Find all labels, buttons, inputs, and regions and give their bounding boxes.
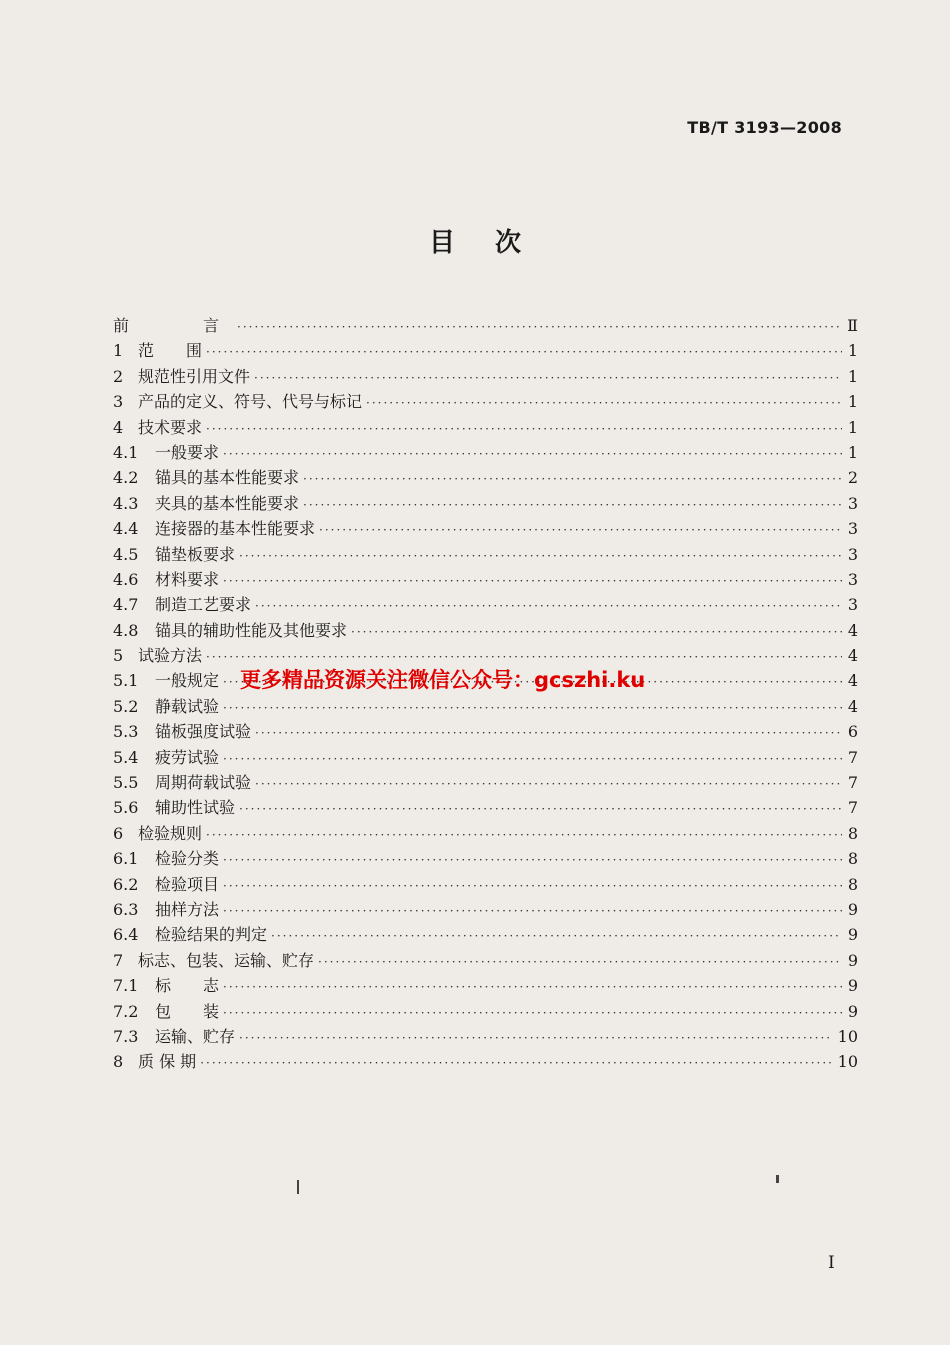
toc-entry xyxy=(113,770,858,795)
toc-entry xyxy=(113,694,858,719)
toc-entry-number: 4.4 xyxy=(113,519,139,539)
toc-entry-number: 6.3 xyxy=(113,899,139,919)
toc-entry-number: 7.1 xyxy=(113,976,139,996)
toc-entry xyxy=(113,719,858,744)
toc-entry xyxy=(113,338,858,363)
toc-leader-dots xyxy=(319,523,842,537)
toc-entry-number: 4.6 xyxy=(113,569,139,589)
toc-entry-number: 4.1 xyxy=(113,442,139,462)
toc-leader-dots xyxy=(237,320,841,334)
toc-leader-dots xyxy=(206,422,842,436)
toc-entry-number: 5.1 xyxy=(113,671,139,691)
toc-entry-page: 4 xyxy=(847,671,858,691)
toc-entry-number: 4.5 xyxy=(113,544,139,564)
toc-entry-number: 5 xyxy=(113,646,124,666)
toc-entry xyxy=(113,1024,858,1049)
toc-entry-number: 8 xyxy=(113,1052,124,1072)
toc-entry-page: 2 xyxy=(847,468,858,488)
toc-entry xyxy=(113,795,858,820)
toc-entry-title: 标 志 xyxy=(155,976,220,996)
toc-entry-title: 试验方法 xyxy=(138,646,203,666)
toc-leader-dots xyxy=(223,701,842,715)
toc-entry-title: 材料要求 xyxy=(155,569,220,589)
toc-entry xyxy=(113,491,858,516)
toc-entry-number: 7.3 xyxy=(113,1026,139,1046)
toc-entry-page: 4 xyxy=(847,646,858,666)
toc-entry-number: 1 xyxy=(113,341,124,361)
toc-entry-number: 7.2 xyxy=(113,1001,139,1021)
toc-entry-number: 4.7 xyxy=(113,595,139,615)
toc-leader-dots xyxy=(271,929,842,943)
toc-leader-dots xyxy=(223,904,842,918)
toc-leader-dots xyxy=(200,1056,831,1070)
toc-leader-dots xyxy=(223,1006,842,1020)
toc-entry-title: 抽样方法 xyxy=(155,899,220,919)
toc-entry-title: 质 保 期 xyxy=(138,1052,197,1072)
toc-leader-dots xyxy=(254,371,842,385)
toc-leader-dots xyxy=(366,396,842,410)
toc-entry-page: 8 xyxy=(847,874,858,894)
toc-leader-dots xyxy=(303,498,842,512)
toc-entry-title: 疲劳试验 xyxy=(155,747,220,767)
toc-entry-title: 规范性引用文件 xyxy=(138,366,251,386)
toc-entry xyxy=(113,440,858,465)
toc-entry-number: 5.2 xyxy=(113,696,139,716)
toc-entry-page: 1 xyxy=(847,366,858,386)
toc-entry xyxy=(113,389,858,414)
toc-entry xyxy=(113,592,858,617)
toc-entry-title: 锚具的基本性能要求 xyxy=(155,468,300,488)
toc-entry-title: 检验项目 xyxy=(155,874,220,894)
toc-entry-title: 辅助性试验 xyxy=(155,798,236,818)
toc-leader-dots xyxy=(223,879,842,893)
toc-entry-number: 4 xyxy=(113,417,124,437)
toc-entry-page: 3 xyxy=(847,493,858,513)
toc-entry xyxy=(113,897,858,922)
toc-leader-dots xyxy=(223,574,842,588)
page-number: Ⅰ xyxy=(828,1253,835,1273)
toc-entry-page: 8 xyxy=(847,823,858,843)
toc-entry-page: 9 xyxy=(847,899,858,919)
toc-entry-number: 6.2 xyxy=(113,874,139,894)
toc-entry-page: Ⅱ xyxy=(847,316,858,335)
toc-entry-number: 5.4 xyxy=(113,747,139,767)
ink-mark xyxy=(776,1175,779,1183)
toc-entry xyxy=(113,1049,858,1074)
toc-entry-number: 5.5 xyxy=(113,773,139,793)
toc-entry-page: 10 xyxy=(837,1026,858,1046)
toc-entry-number: 4.8 xyxy=(113,620,139,640)
toc-entry-title: 锚具的辅助性能及其他要求 xyxy=(155,620,348,640)
toc-entry xyxy=(113,465,858,490)
toc-leader-dots xyxy=(206,345,842,359)
toc-entry xyxy=(113,364,858,389)
toc-entry-title: 制造工艺要求 xyxy=(155,595,252,615)
toc-leader-dots xyxy=(239,549,842,563)
toc-entry-title: 锚垫板要求 xyxy=(155,544,236,564)
toc-entry-page: 1 xyxy=(847,392,858,412)
toc-leader-dots xyxy=(303,472,842,486)
watermark-text: 更多精品资源关注微信公众号：gcszhi.ku xyxy=(240,668,646,692)
toc-leader-dots xyxy=(239,1031,832,1045)
toc-leader-dots xyxy=(206,828,842,842)
toc-leader-dots xyxy=(255,777,842,791)
toc-entry-page: 8 xyxy=(847,849,858,869)
toc-entry xyxy=(113,567,858,592)
toc-entry-page: 1 xyxy=(847,417,858,437)
toc-entry xyxy=(113,313,858,338)
toc-entry xyxy=(113,415,858,440)
toc-entry-page: 3 xyxy=(847,519,858,539)
toc-entry xyxy=(113,999,858,1024)
standard-code: TB/T 3193—2008 xyxy=(687,118,842,137)
toc-entry xyxy=(113,618,858,643)
toc-entry xyxy=(113,973,858,998)
toc-entry-title: 包 装 xyxy=(155,1001,220,1021)
toc-entry-title: 检验结果的判定 xyxy=(155,925,268,945)
toc-entry-page: 9 xyxy=(847,950,858,970)
toc-entry-page: 6 xyxy=(847,722,858,742)
toc-entry-title: 范 围 xyxy=(138,341,203,361)
toc-entry-title: 运输、贮存 xyxy=(155,1026,236,1046)
toc-leader-dots xyxy=(223,853,842,867)
toc-leader-dots xyxy=(255,726,842,740)
toc-entry-title: 前 言 xyxy=(113,316,234,335)
ink-mark xyxy=(297,1180,299,1194)
toc-entry-number: 6 xyxy=(113,823,124,843)
toc-entry-page: 3 xyxy=(847,544,858,564)
toc-entry-number: 5.3 xyxy=(113,722,139,742)
toc-entry-number: 4.3 xyxy=(113,493,139,513)
toc-leader-dots xyxy=(351,625,842,639)
toc-entry-page: 7 xyxy=(847,798,858,818)
toc-entry-number: 7 xyxy=(113,950,124,970)
toc-entry-number: 6.4 xyxy=(113,925,139,945)
toc-entry xyxy=(113,745,858,770)
toc-leader-dots xyxy=(239,802,842,816)
toc-entry-number: 4.2 xyxy=(113,468,139,488)
toc-entry-title: 产品的定义、符号、代号与标记 xyxy=(138,392,363,412)
toc-entry xyxy=(113,922,858,947)
toc-entry-page: 9 xyxy=(847,925,858,945)
toc-entry-page: 1 xyxy=(847,442,858,462)
toc-entry-page: 3 xyxy=(847,569,858,589)
toc-entry-number: 6.1 xyxy=(113,849,139,869)
toc-entry-title: 检验分类 xyxy=(155,849,220,869)
toc-entry-title: 技术要求 xyxy=(138,417,203,437)
toc-entry xyxy=(113,872,858,897)
toc-entry-page: 10 xyxy=(837,1052,858,1072)
toc-entry-page: 4 xyxy=(847,620,858,640)
toc-leader-dots xyxy=(206,650,842,664)
toc-entry-page: 3 xyxy=(847,595,858,615)
toc-entry-title: 连接器的基本性能要求 xyxy=(155,519,316,539)
toc-entry-title: 静载试验 xyxy=(155,696,220,716)
toc-entry-title: 标志、包装、运输、贮存 xyxy=(138,950,315,970)
toc-entry xyxy=(113,846,858,871)
toc-entry-number: 3 xyxy=(113,392,124,412)
toc-entry-number: 5.6 xyxy=(113,798,139,818)
toc-entry-title: 一般规定 xyxy=(155,671,220,691)
toc-entry-page: 7 xyxy=(847,773,858,793)
toc-entry-number: 2 xyxy=(113,366,124,386)
toc-entry xyxy=(113,542,858,567)
toc-entry-title: 夹具的基本性能要求 xyxy=(155,493,300,513)
toc-leader-dots xyxy=(223,752,842,766)
toc-leader-dots xyxy=(318,955,842,969)
toc-title: 目次 xyxy=(428,228,561,258)
toc-entry-page: 7 xyxy=(847,747,858,767)
toc-entry-page: 4 xyxy=(847,696,858,716)
toc-entry-title: 检验规则 xyxy=(138,823,203,843)
toc-leader-dots xyxy=(255,599,842,613)
toc-entry-page: 1 xyxy=(847,341,858,361)
toc-entry-page: 9 xyxy=(847,1001,858,1021)
toc-entry xyxy=(113,821,858,846)
toc-entry-title: 一般要求 xyxy=(155,442,220,462)
toc-entry xyxy=(113,948,858,973)
toc-entry-title: 锚板强度试验 xyxy=(155,722,252,742)
toc-leader-dots xyxy=(223,980,842,994)
toc-entry-title: 周期荷载试验 xyxy=(155,773,252,793)
toc-entry xyxy=(113,516,858,541)
toc-leader-dots xyxy=(223,447,842,461)
toc-entry-page: 9 xyxy=(847,976,858,996)
